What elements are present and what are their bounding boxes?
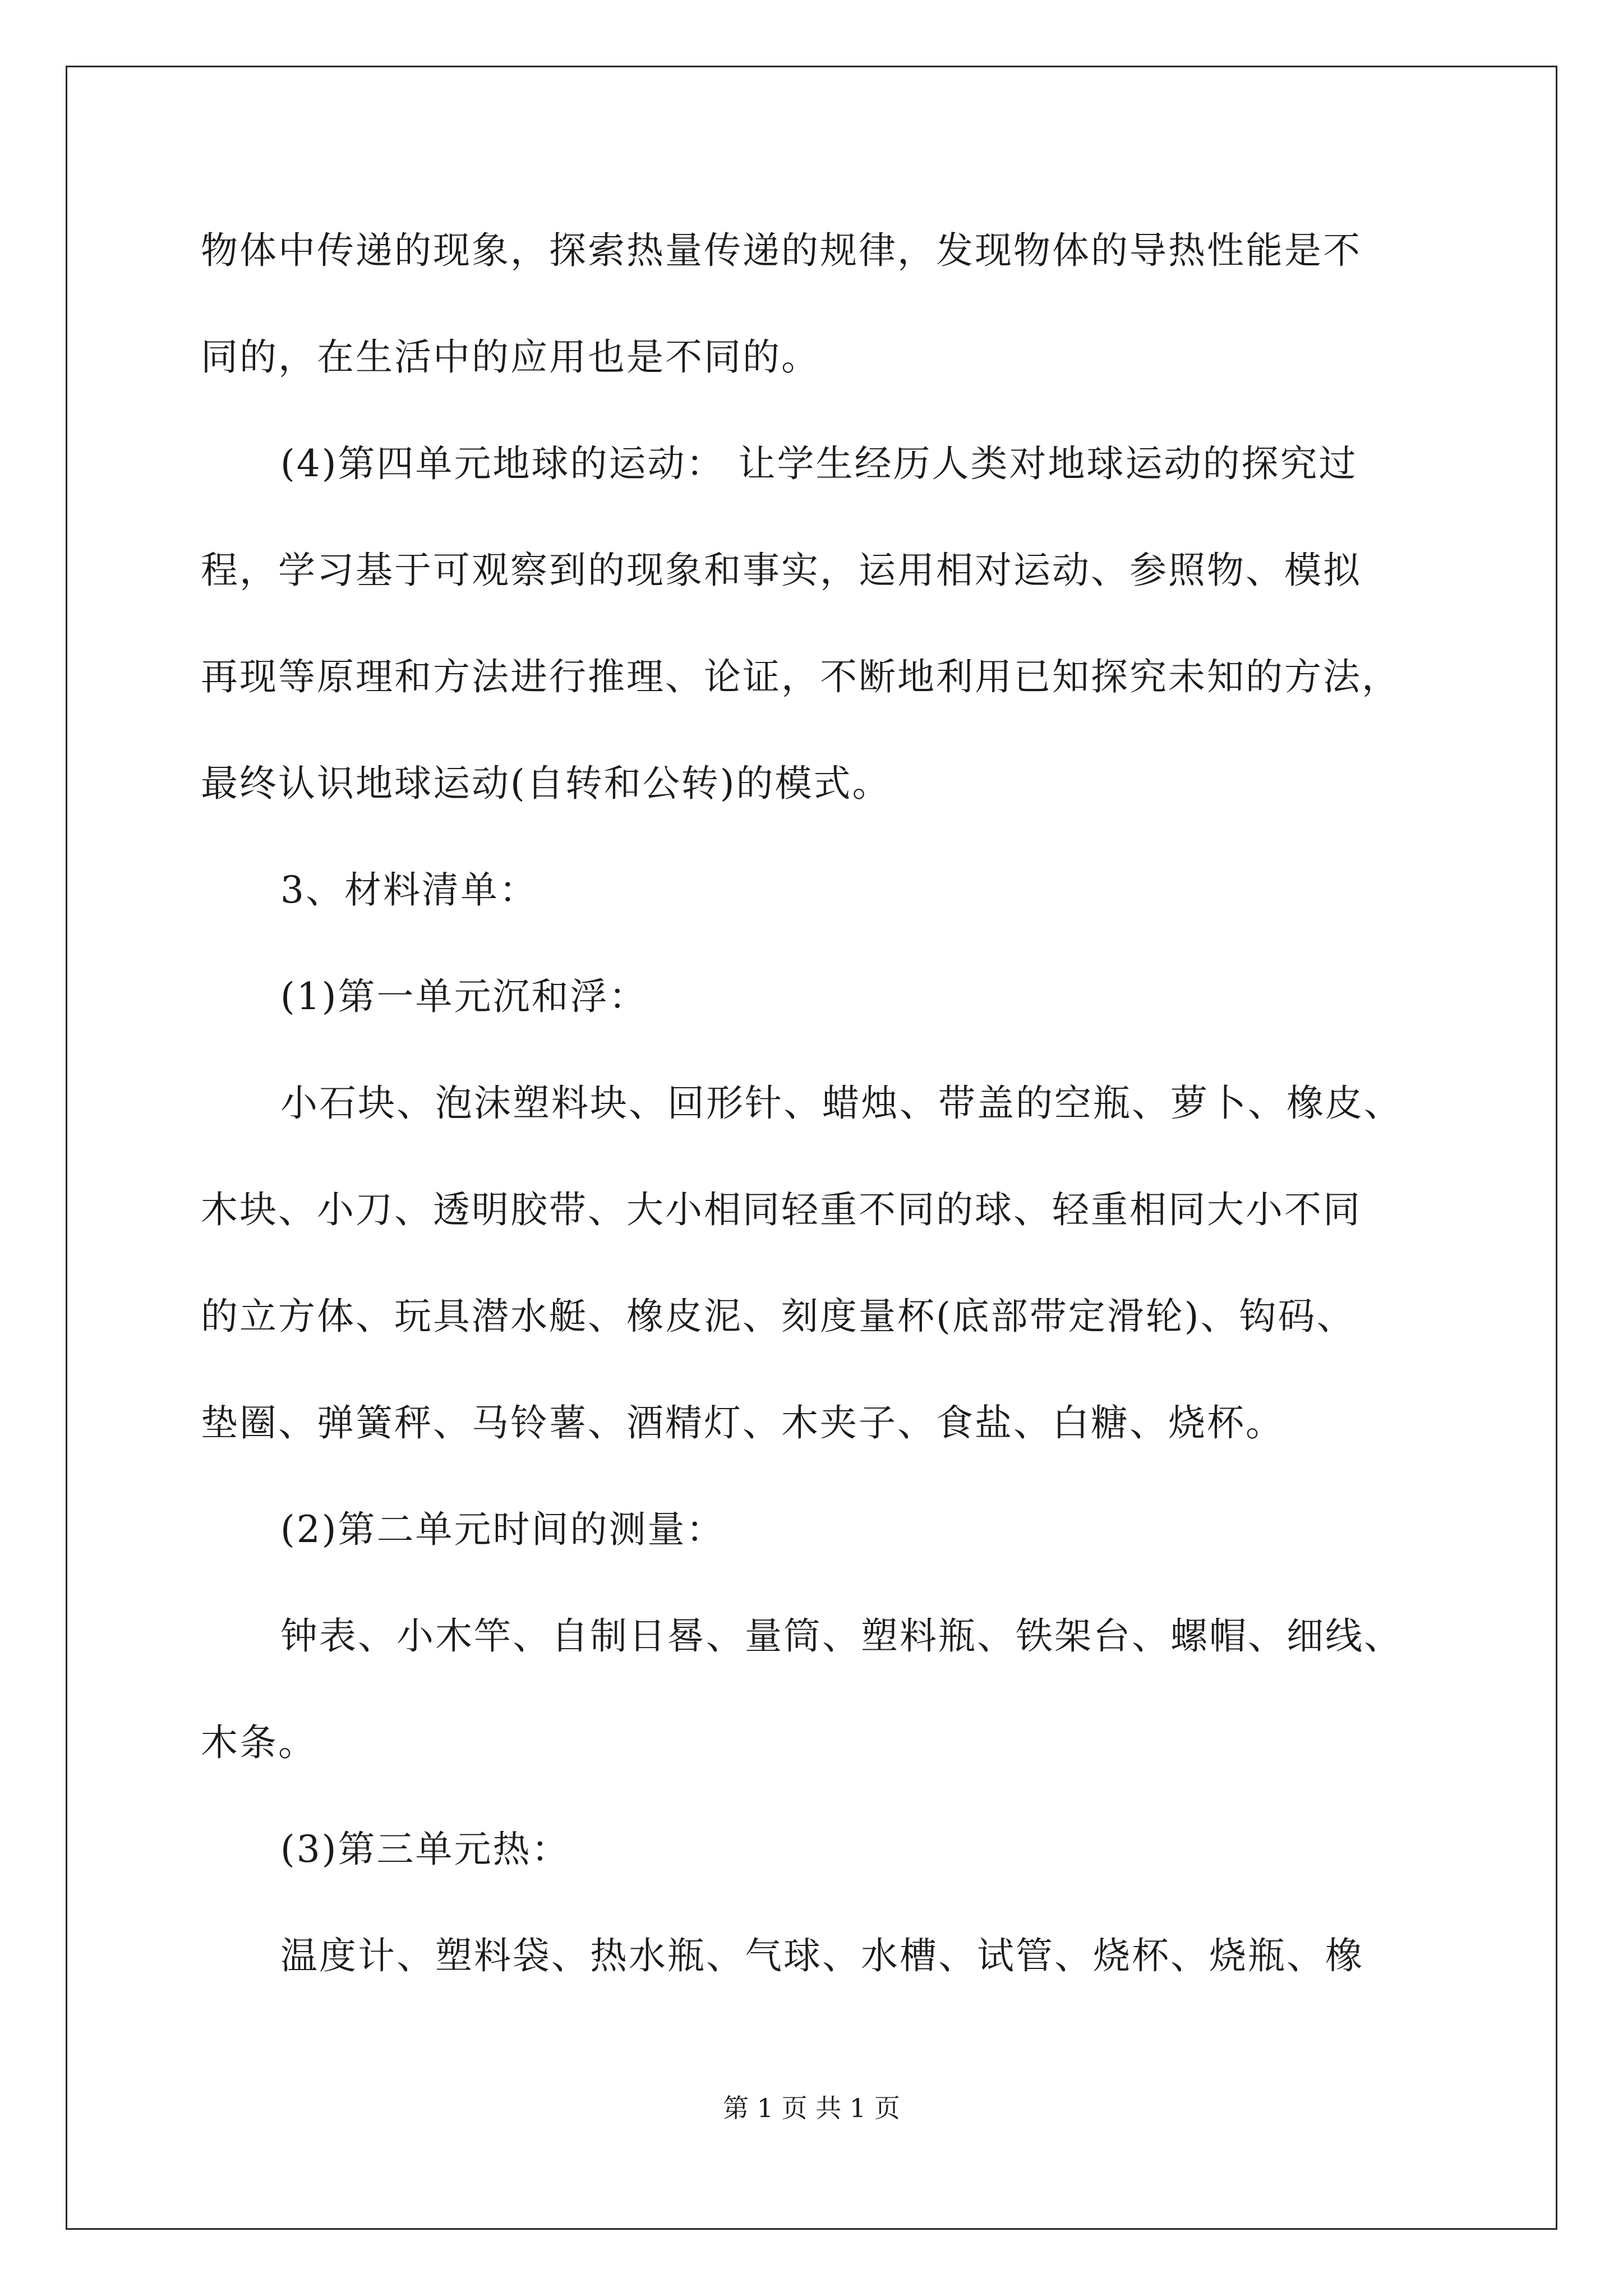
page-border [66,66,1557,2230]
body-line-9: 小石块、泡沫塑料块、回形针、蜡烛、带盖的空瓶、萝卜、橡皮、 [280,1082,1403,1125]
body-line-3: (4)第四单元地球的运动： 让学生经历人类对地球运动的探究过 [280,442,1358,485]
body-line-12: 垫圈、弹簧秤、马铃薯、酒精灯、木夹子、食盐、白糖、烧杯。 [201,1401,1284,1444]
body-line-11: 的立方体、玩具潜水艇、橡皮泥、刻度量杯(底部带定滑轮)、钩码、 [201,1295,1355,1338]
section-heading-materials: 3、材料清单： [280,868,538,912]
body-line-1: 物体中传递的现象，探索热量传递的规律，发现物体的导热性能是不 [201,229,1362,272]
unit-3-heading: (3)第三单元热： [280,1828,570,1871]
body-line-6: 最终认识地球运动(自转和公转)的模式。 [201,762,891,805]
body-line-4: 程，学习基于可观察到的现象和事实，运用相对运动、参照物、模拟 [201,549,1362,592]
body-line-10: 木块、小刀、透明胶带、大小相同轻重不同的球、轻重相同大小不同 [201,1188,1362,1231]
unit-2-heading: (2)第二单元时间的测量： [280,1508,725,1551]
body-line-15: 木条。 [201,1721,317,1764]
unit-1-heading: (1)第一单元沉和浮： [280,975,648,1018]
body-line-2: 同的，在生活中的应用也是不同的。 [201,335,820,379]
body-line-17: 温度计、塑料袋、热水瓶、气球、水槽、试管、烧杯、烧瓶、橡 [280,1934,1364,1977]
body-line-14: 钟表、小木竿、自制日晷、量筒、塑料瓶、铁架台、螺帽、细线、 [280,1614,1403,1658]
page-footer: 第 1 页 共 1 页 [723,2093,900,2123]
body-line-5: 再现等原理和方法进行推理、论证，不断地利用已知探究未知的方法， [201,655,1400,698]
